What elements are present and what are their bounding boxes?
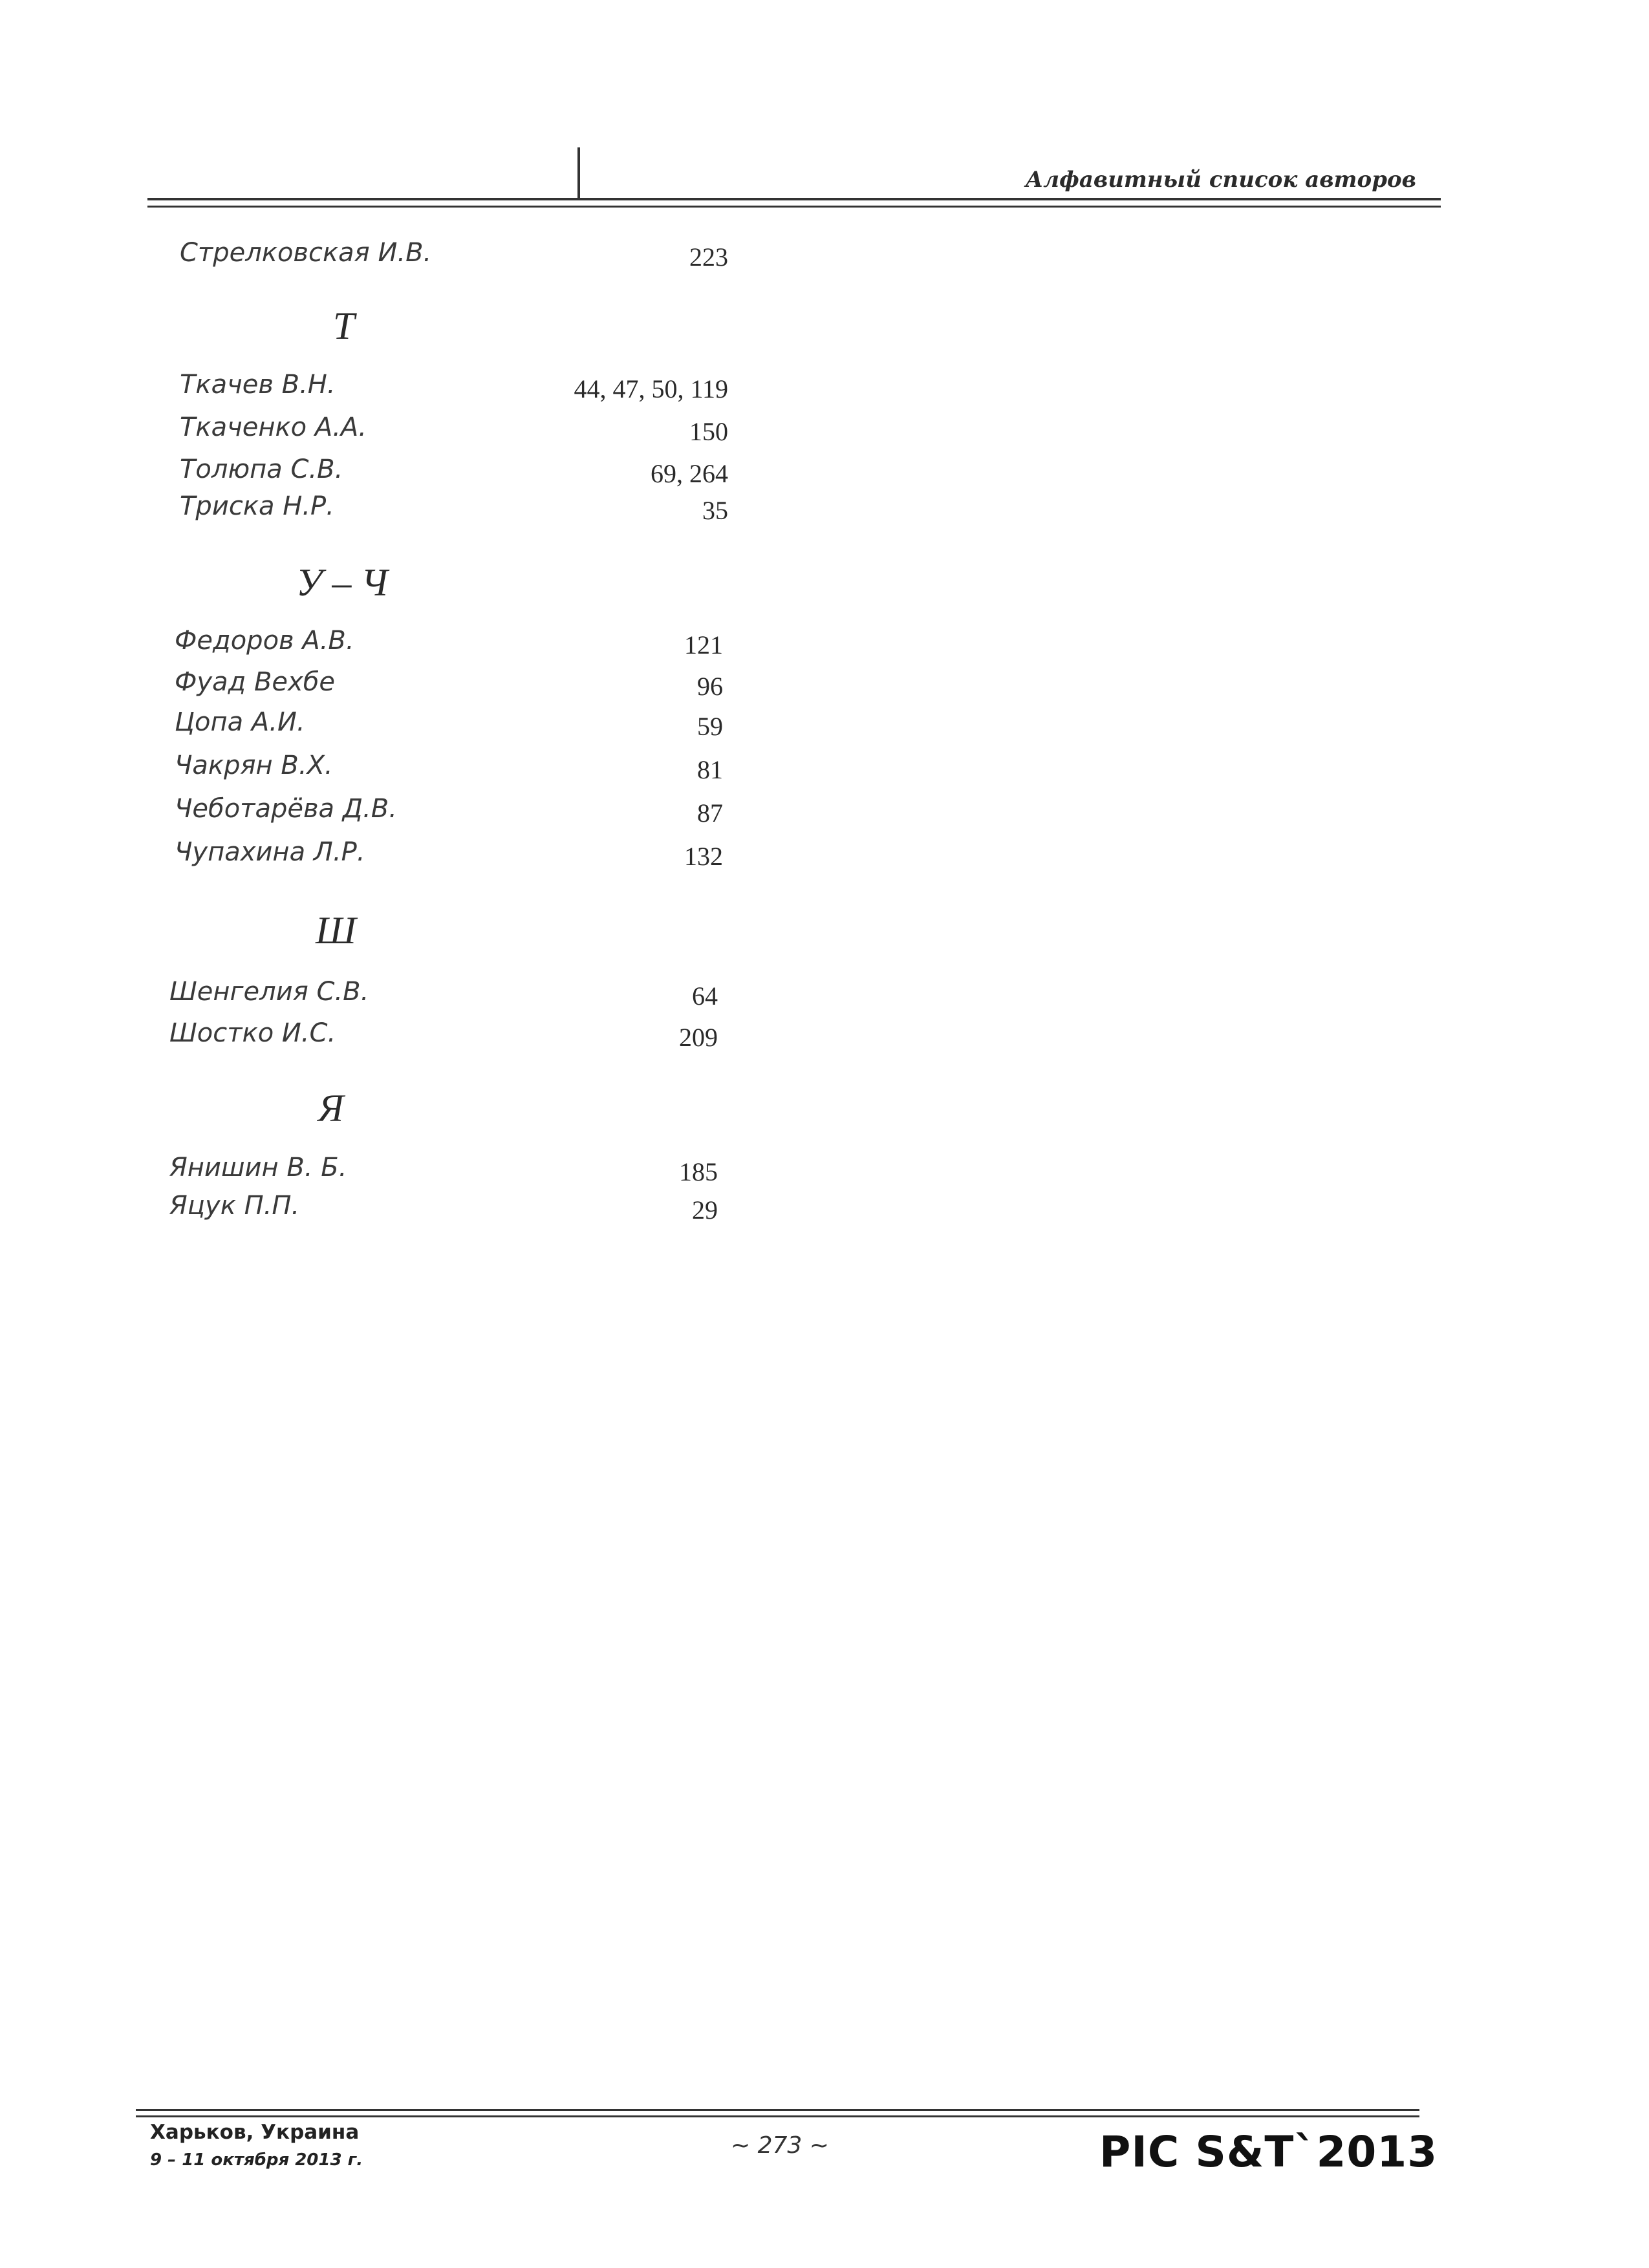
section-letter: Я <box>318 1087 344 1129</box>
author-name: Цопа А.И. <box>175 707 305 737</box>
author-pages: 87 <box>697 798 723 828</box>
author-name: Чупахина Л.Р. <box>175 837 365 867</box>
author-pages: 121 <box>684 630 723 659</box>
author-pages: 64 <box>692 981 718 1011</box>
section-letter: У – Ч <box>296 561 388 604</box>
author-name: Триска Н.Р. <box>180 491 334 521</box>
footer-rule-top <box>136 2109 1419 2111</box>
author-pages: 35 <box>702 496 728 525</box>
author-pages: 96 <box>697 672 723 701</box>
author-name: Федоров А.В. <box>175 626 354 656</box>
author-pages: 69, 264 <box>651 459 728 488</box>
author-name: Ткаченко А.А. <box>180 412 367 442</box>
header-rule-top <box>147 198 1441 200</box>
header-title: Алфавитный список авторов <box>1025 167 1416 193</box>
author-name: Шенгелия С.В. <box>169 977 369 1007</box>
author-pages: 150 <box>689 417 728 446</box>
author-pages: 185 <box>679 1157 718 1186</box>
conference-logo: PIC S&T`2013 <box>1099 2127 1438 2177</box>
author-name: Чеботарёва Д.В. <box>175 794 397 824</box>
author-pages: 59 <box>697 712 723 741</box>
author-name: Ткачев В.Н. <box>180 370 336 400</box>
footer-rule-bottom <box>136 2115 1419 2117</box>
header-vertical-tick <box>577 147 580 198</box>
author-pages: 209 <box>679 1023 718 1052</box>
author-name: Чакрян В.Х. <box>175 751 333 780</box>
footer-date: 9 – 11 октября 2013 г. <box>150 2150 363 2170</box>
author-pages: 44, 47, 50, 119 <box>574 374 728 403</box>
author-pages: 223 <box>689 242 728 272</box>
page-number: ~ 273 ~ <box>731 2132 829 2159</box>
author-name: Янишин В. Б. <box>169 1153 347 1182</box>
section-letter: Т <box>333 305 355 347</box>
author-name: Толюпа С.В. <box>180 455 343 484</box>
author-name: Фуад Вехбе <box>175 667 335 697</box>
author-pages: 81 <box>697 755 723 784</box>
section-letter: Ш <box>316 909 356 952</box>
author-name: Стрелковская И.В. <box>180 238 432 268</box>
author-name: Шостко И.С. <box>169 1018 336 1048</box>
footer-city: Харьков, Украина <box>150 2121 360 2144</box>
author-pages: 29 <box>692 1195 718 1225</box>
author-name: Яцук П.П. <box>169 1191 300 1221</box>
header-rule-bottom <box>147 206 1441 208</box>
author-pages: 132 <box>684 842 723 871</box>
